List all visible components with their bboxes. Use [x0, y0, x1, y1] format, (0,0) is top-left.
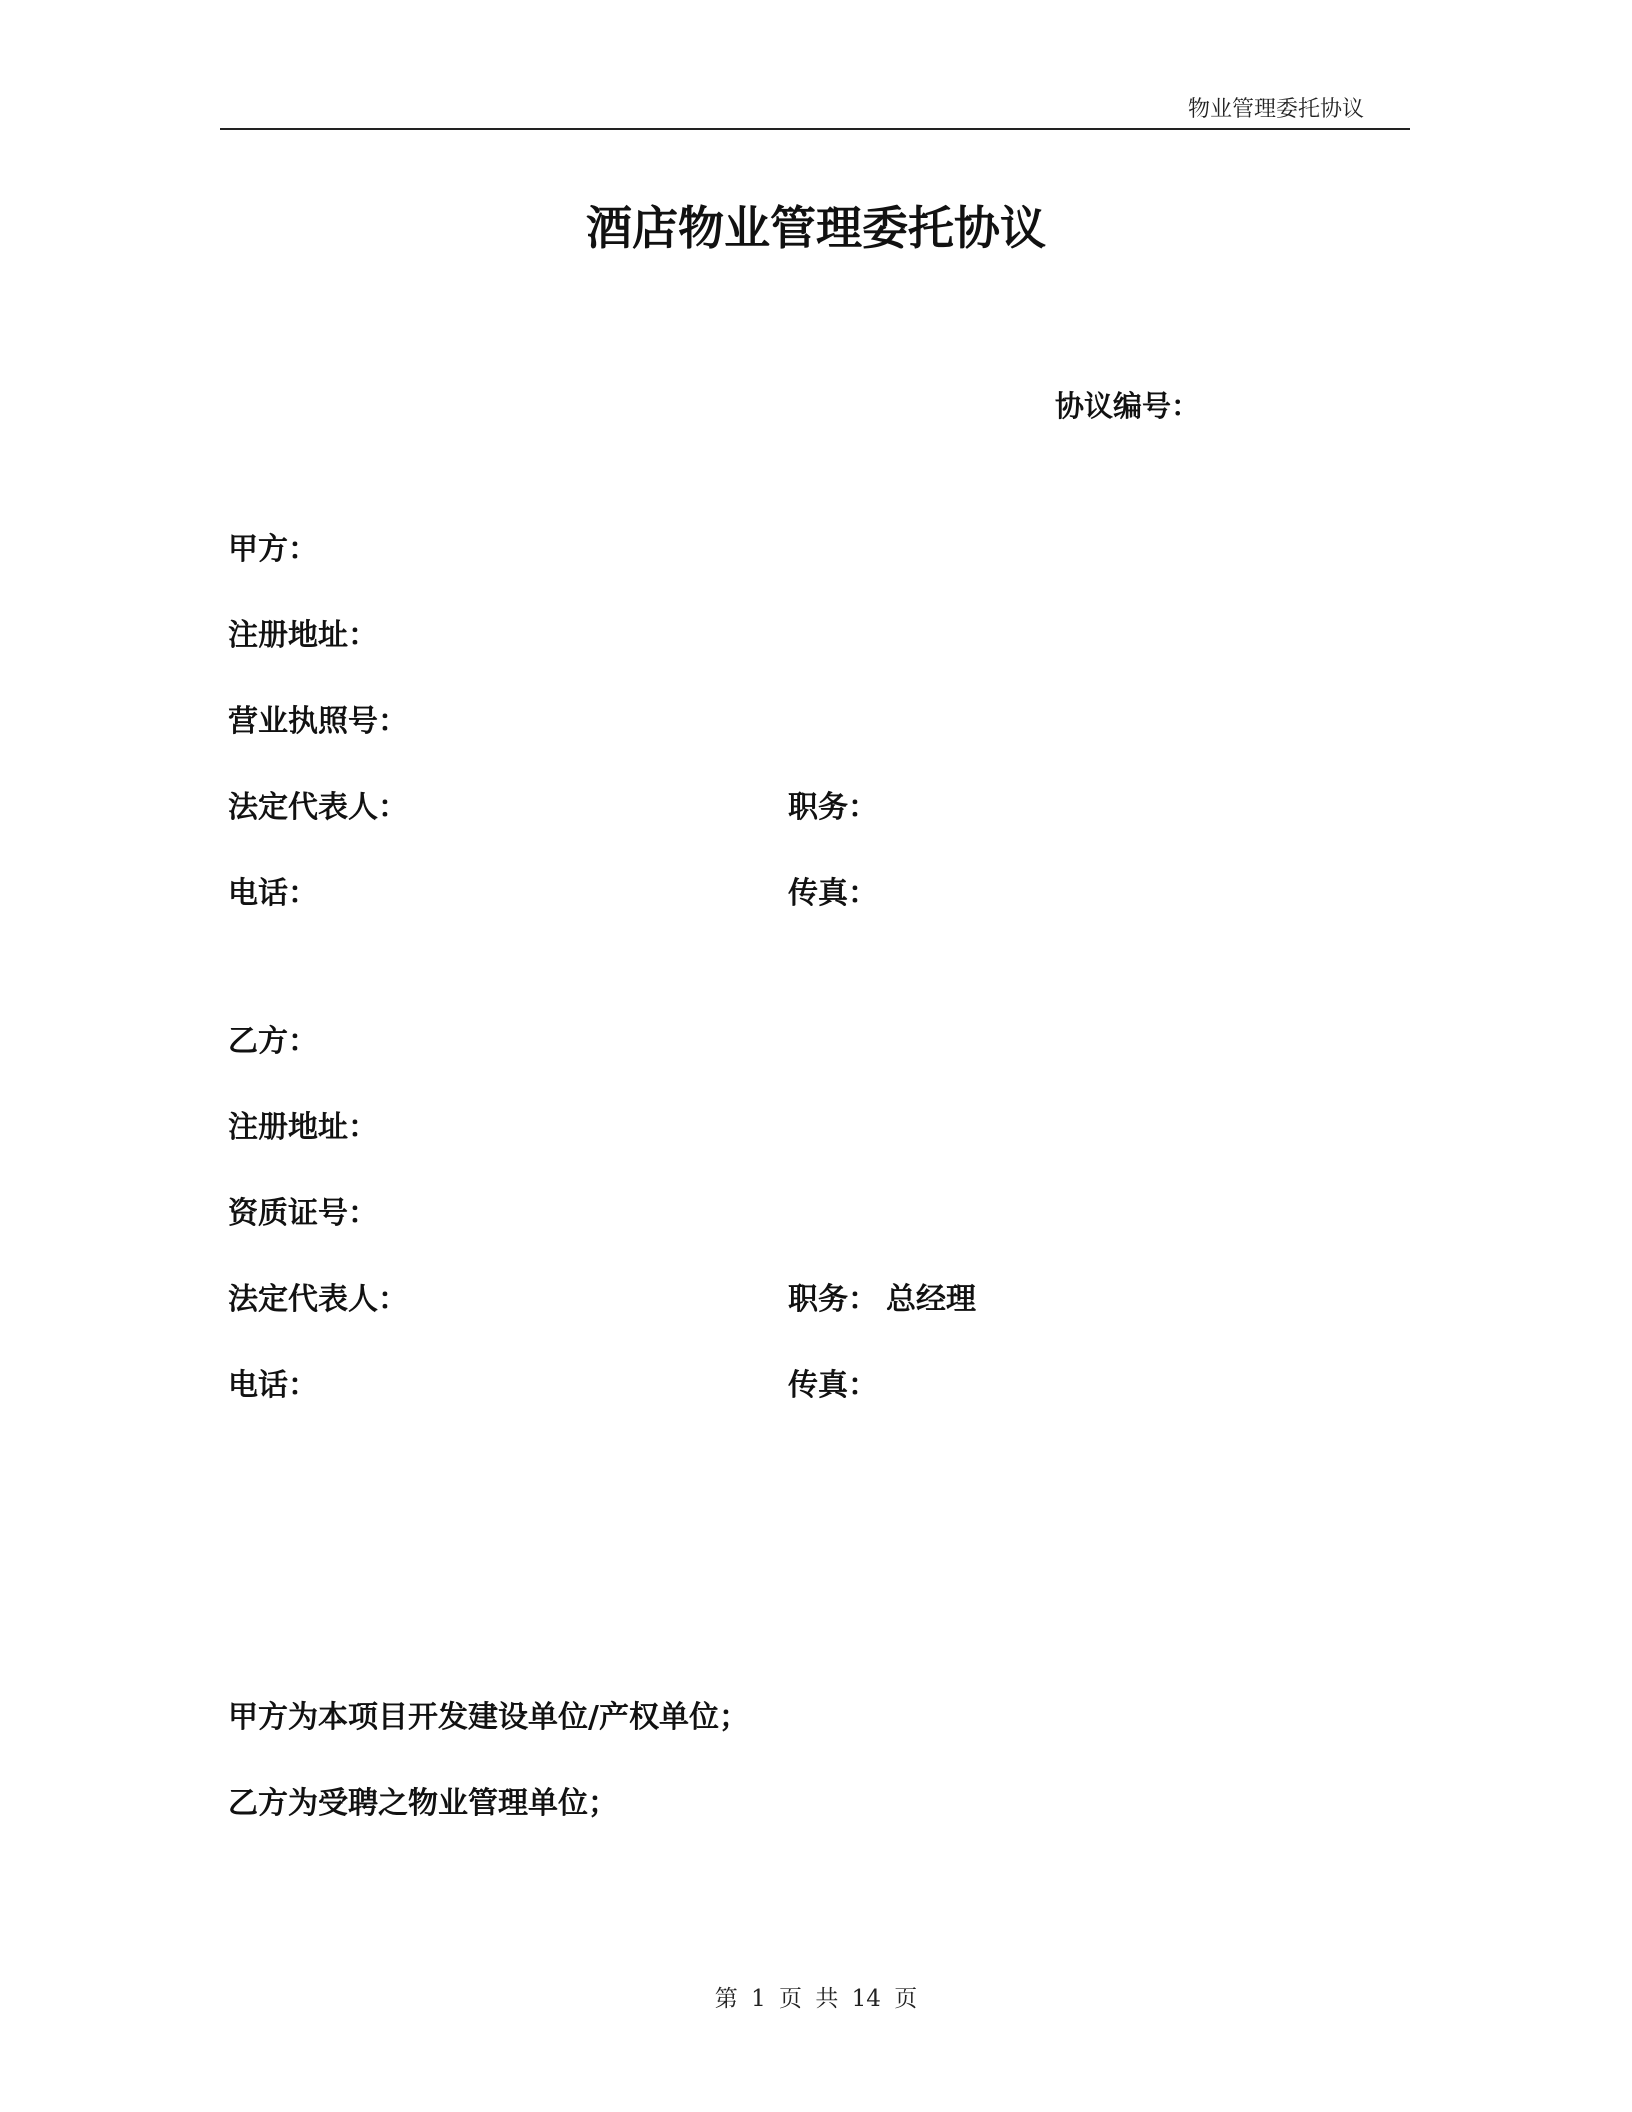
party-a-position [788, 788, 878, 828]
party-a-license-label: 营业执照号： [228, 704, 408, 739]
party-b-position-label: 职务： [788, 1282, 878, 1317]
document-title: 酒店物业管理委托协议 [586, 201, 1046, 255]
running-header: 物业管理委托协议 [1187, 97, 1364, 122]
party-b-name-label: 乙方： [228, 1024, 318, 1059]
party-a-name [228, 530, 318, 570]
party-a-address [228, 616, 378, 656]
party-b-position [788, 1280, 976, 1320]
party-a-fax-label: 传真： [788, 876, 878, 911]
party-a-position-label: 职务： [788, 790, 878, 825]
party-a-name-label: 甲方： [228, 532, 318, 567]
header-divider [220, 128, 1410, 130]
party-a-fax [788, 874, 878, 914]
page-number-footer: 第 1 页 共 14 页 [714, 1986, 918, 2012]
party-b-fax-label: 传真： [788, 1368, 878, 1403]
party-b-certificate-label: 资质证号： [228, 1196, 378, 1231]
party-a-license [228, 702, 408, 742]
agreement-number-label: 协议编号： [1055, 389, 1201, 423]
party-b-phone-label: 电话： [228, 1368, 318, 1403]
statement-party-b: 乙方为受聘之物业管理单位； [228, 1786, 618, 1821]
party-a-address-label: 注册地址： [228, 618, 378, 653]
party-b-name [228, 1022, 318, 1062]
party-a-legal-rep [228, 788, 408, 828]
party-b-address [228, 1108, 378, 1148]
party-a-legal-rep-label: 法定代表人： [228, 790, 408, 825]
party-b-position-value: 总经理 [886, 1282, 976, 1317]
party-a-phone [228, 874, 318, 914]
party-b-phone [228, 1366, 318, 1406]
statement-party-a: 甲方为本项目开发建设单位/产权单位； [228, 1700, 749, 1735]
party-b-legal-rep [228, 1280, 408, 1320]
party-b-address-label: 注册地址： [228, 1110, 378, 1145]
party-b-legal-rep-label: 法定代表人： [228, 1282, 408, 1317]
party-b-fax [788, 1366, 878, 1406]
party-b-certificate [228, 1194, 378, 1234]
party-a-phone-label: 电话： [228, 876, 318, 911]
